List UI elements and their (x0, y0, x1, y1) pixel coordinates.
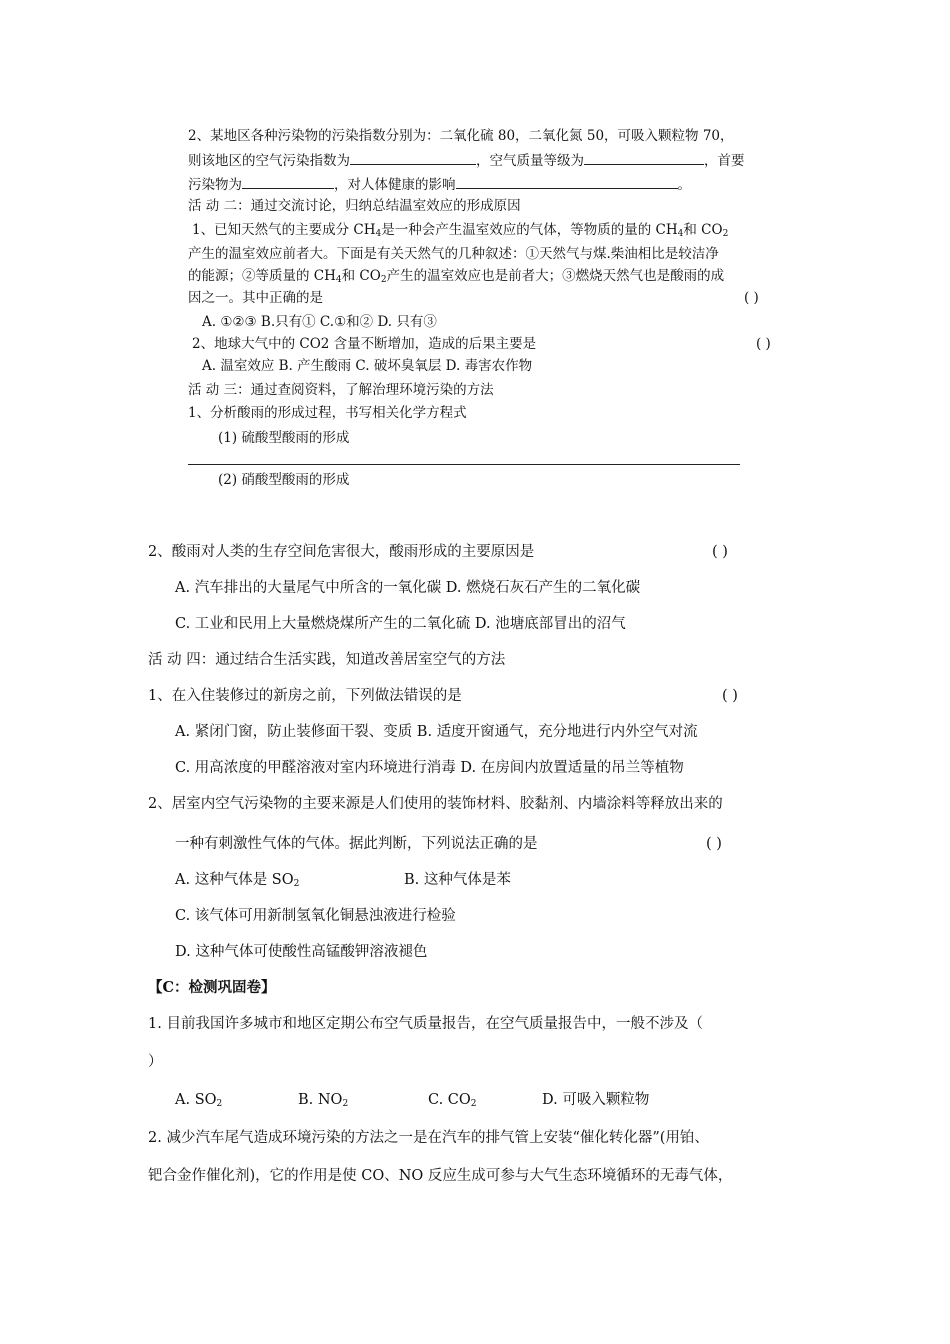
subscript: 2 (470, 1099, 477, 1109)
act2-q1-line4: 因之一。其中正确的是 (188, 290, 323, 306)
answer-paren[interactable]: ( ) (722, 688, 738, 704)
act2-q1-line1 (192, 220, 728, 244)
q2-top-text: ，首要 (704, 153, 745, 169)
q2-top-text: 污染物为 (188, 177, 242, 193)
subscript: 4 (335, 275, 342, 285)
act3-q2-options-cd: C. 工业和民用上大量燃烧煤所产生的二氧化硫 D. 池塘底部冒出的沼气 (175, 616, 626, 632)
act4-q1-options-ab: A. 紧闭门窗，防止装修面干裂、变质 B. 适度开窗通气，充分地进行内外空气对流 (175, 724, 698, 740)
sec-c-q1-option-d: D. 可吸入颗粒物 (542, 1092, 650, 1108)
section-c-heading: 【C：检测巩固卷】 (148, 979, 276, 996)
sec-c-q1-option-c (428, 1090, 477, 1114)
act2-q1-text: 1、已知天然气的主要成分 CH (192, 222, 376, 238)
answer-line[interactable] (188, 464, 740, 465)
act4-q2-option-d: D. 这种气体可使酸性高锰酸钾溶液褪色 (175, 944, 428, 960)
act2-q1-text: 是一种会产生温室效应的气体，等物质的量的 CH (381, 222, 678, 238)
act4-q1-options-cd: C. 用高浓度的甲醛溶液对室内环境进行消毒 D. 在房间内放置适量的吊兰等植物 (175, 760, 684, 776)
sec-c-q2-line2: 钯合金作催化剂)，它的作用是使 CO、NO 反应生成可参与大气生态环境循环的无毒气体， (148, 1168, 733, 1184)
sec-c-q2-line1: 2. 减少汽车尾气造成环境污染的方法之一是在汽车的排气管上安装“催化转化器”(用铂、 (148, 1130, 709, 1146)
act3-sub1: (1) 硫酸型酸雨的形成 (218, 430, 350, 446)
act3-q1: 1、分析酸雨的形成过程，书写相关化学方程式 (188, 405, 467, 421)
act2-q1-line2: 产生的温室效应前者大。下面是有关天然气的几种叙述：①天然气与煤.柴油相比是较洁净 (188, 246, 719, 262)
act2-q1-text: 的能源；②等质量的 CH (188, 268, 336, 284)
act4-q2-option-b: B. 这种气体是苯 (404, 872, 511, 888)
act3-q2-options-ad: A. 汽车排出的大量尾气中所含的一氧化碳 D. 燃烧石灰石产生的二氧化碳 (175, 580, 641, 596)
q2-top-line2 (188, 150, 745, 171)
act3-q2-stem: 2、酸雨对人类的生存空间危害很大，酸雨形成的主要原因是 (148, 544, 535, 560)
option-text: C. CO (428, 1092, 471, 1108)
answer-paren[interactable]: ( ) (712, 544, 728, 560)
subscript: 4 (677, 229, 684, 239)
health-impact-blank[interactable] (456, 174, 678, 189)
act2-q1-line3 (188, 266, 724, 290)
subscript: 2 (380, 275, 387, 285)
act2-q1-text: 产生的温室效应也是前者大；③燃烧天然气也是酸雨的成 (386, 268, 725, 284)
activity3-heading: 活 动 三：通过查阅资料，了解治理环境污染的方法 (188, 382, 494, 398)
act2-q1-text: 和 CO (683, 222, 723, 238)
option-text: A. SO (175, 1092, 217, 1108)
act2-q2-stem: 2、地球大气中的 CO2 含量不断增加，造成的后果主要是 (192, 336, 537, 352)
act4-q1-stem: 1、在入住装修过的新房之前，下列做法错误的是 (148, 688, 462, 704)
q2-top-text: 则该地区的空气污染指数为 (188, 153, 350, 169)
act2-q1-text: 和 CO (341, 268, 381, 284)
answer-paren[interactable]: ( ) (756, 336, 771, 352)
subscript: 4 (375, 229, 382, 239)
subscript: 2 (293, 879, 300, 889)
answer-paren[interactable]: ( ) (706, 836, 722, 852)
q2-top-text: ，对人体健康的影响 (334, 177, 456, 193)
act4-q2-line2: 一种有刺激性气体的气体。据此判断，下列说法正确的是 (175, 836, 538, 852)
act2-q2-options: A. 温室效应 B. 产生酸雨 C. 破坏臭氧层 D. 毒害农作物 (202, 358, 533, 374)
act3-sub2: (2) 硝酸型酸雨的形成 (218, 472, 350, 488)
act4-q2-option-a (175, 870, 299, 894)
act4-q2-line1: 2、居室内空气污染物的主要来源是人们使用的装饰材料、胶黏剂、内墙涂料等释放出来的 (148, 796, 723, 812)
subscript: 2 (342, 1099, 349, 1109)
pollution-index-blank[interactable] (350, 150, 476, 165)
option-text: A. 这种气体是 SO (175, 872, 294, 888)
sec-c-q1-line1: 1. 目前我国许多城市和地区定期公布空气质量报告，在空气质量报告中，一般不涉及（ (148, 1016, 703, 1032)
activity2-heading: 活 动 二：通过交流讨论，归纳总结温室效应的形成原因 (188, 198, 521, 214)
act4-q2-option-c: C. 该气体可用新制氢氧化铜悬浊液进行检验 (175, 908, 456, 924)
q2-top-line3 (188, 174, 691, 195)
sec-c-q1-option-a (175, 1090, 222, 1114)
q2-top-text: ，空气质量等级为 (476, 153, 584, 169)
option-text: B. NO (298, 1092, 343, 1108)
subscript: 2 (216, 1099, 223, 1109)
primary-pollutant-blank[interactable] (242, 174, 334, 189)
activity4-heading: 活 动 四：通过结合生活实践，知道改善居室空气的方法 (148, 652, 506, 668)
act2-q1-options: A. ①②③ B.只有① C.①和② D. 只有③ (202, 314, 437, 330)
answer-paren[interactable]: ( ) (744, 290, 759, 306)
q2-top-text: 。 (677, 177, 691, 193)
subscript: 2 (722, 229, 729, 239)
air-quality-level-blank[interactable] (584, 150, 704, 165)
q2-top-line1: 2、某地区各种污染物的污染指数分别为：二氧化硫 80，二氧化氮 50，可吸入颗粒物 70， (188, 128, 734, 144)
sec-c-q1-line2: ） (148, 1054, 163, 1070)
sec-c-q1-option-b (298, 1090, 348, 1114)
